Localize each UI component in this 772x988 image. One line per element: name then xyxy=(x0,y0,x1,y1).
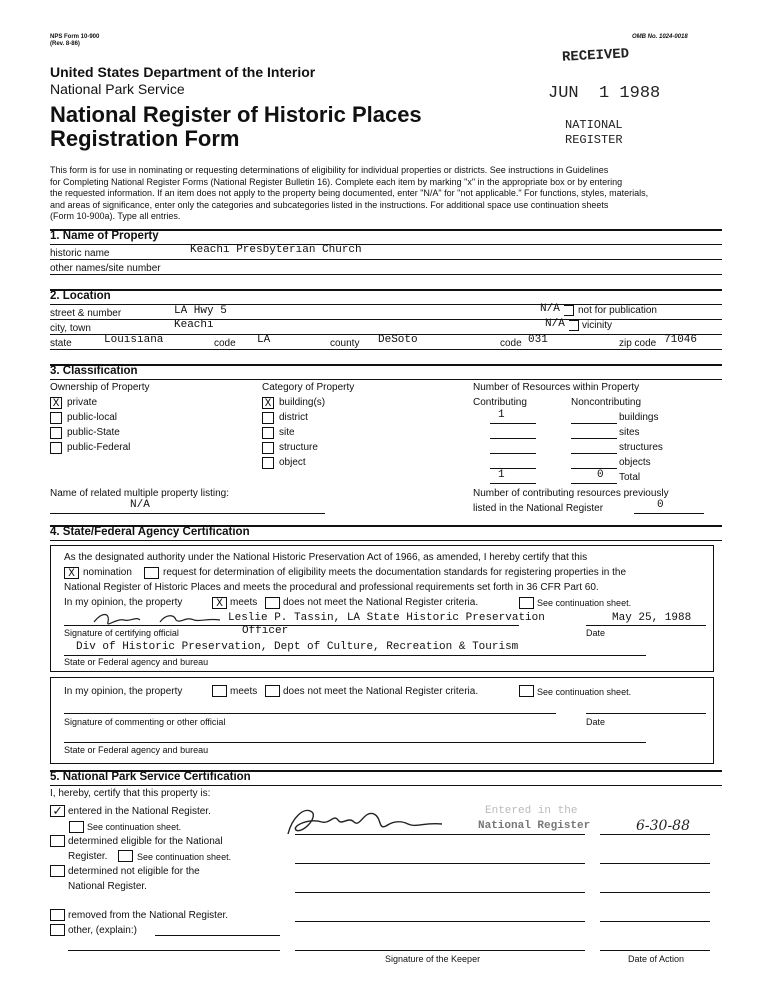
date-label: Date xyxy=(586,628,606,638)
ownership-title: Ownership of Property xyxy=(50,382,150,393)
agency-label-2: State or Federal agency and bureau xyxy=(64,745,209,755)
certification-text-1: As the designated authority under the National Historic Preservation Act of 1966, as amended, I hereby certify that this xyxy=(64,552,588,563)
category-title: Category of Property xyxy=(262,382,355,393)
divider xyxy=(490,453,536,454)
agency-value[interactable]: Div of Historic Preservation, Dept of Culture, Recreation & Tourism xyxy=(76,641,519,653)
determined-eligible-label-1: determined eligible for the National xyxy=(68,836,223,847)
faint-stamp-line-1: Entered in the xyxy=(485,805,578,817)
determined-eligible-label-2: Register. xyxy=(68,851,108,862)
code-label: code xyxy=(214,338,236,349)
previously-listed-label-2: listed in the National Register xyxy=(473,503,604,514)
divider xyxy=(50,274,722,275)
stamp-register: REGISTER xyxy=(565,133,623,147)
ownership-public-federal-label: public-Federal xyxy=(67,442,131,453)
instructions-line: This form is for use in nominating or requesting determinations of eligibility for individual properties or districts. See instructions in Guidelines xyxy=(50,165,609,175)
not-for-publication-label: not for publication xyxy=(578,305,657,316)
objects-label: objects xyxy=(619,457,651,468)
continuation-sheet-label-2: See continuation sheet. xyxy=(537,687,632,697)
total-label: Total xyxy=(619,472,641,483)
opinion-text-2: In my opinion, the property xyxy=(64,686,183,697)
determined-not-eligible-label-1: determined not eligible for the xyxy=(68,866,200,877)
nomination-label: nomination xyxy=(83,567,132,578)
stamp-national: NATIONAL xyxy=(565,118,623,132)
keeper-signature-label: Signature of the Keeper xyxy=(385,954,481,964)
state-code-value[interactable]: LA xyxy=(257,334,271,346)
keeper-signature xyxy=(282,800,452,845)
meets-label: meets xyxy=(230,597,258,608)
divider xyxy=(50,289,722,291)
divider xyxy=(600,863,710,864)
divider xyxy=(295,834,585,835)
other-names-label: other names/site number xyxy=(50,263,161,274)
divider xyxy=(295,863,585,864)
category-building-label: building(s) xyxy=(279,397,326,408)
divider xyxy=(64,655,646,656)
previously-listed-label-1: Number of contributing resources previously xyxy=(473,488,669,499)
county-code-value[interactable]: 031 xyxy=(528,334,548,346)
determined-not-eligible-box[interactable] xyxy=(50,865,65,877)
continuation-sheet-box[interactable] xyxy=(519,597,534,609)
certifying-official-name[interactable]: Leslie P. Tassin, LA State Historic Preservation xyxy=(228,612,545,624)
sites-label: sites xyxy=(619,427,640,438)
divider xyxy=(490,438,536,439)
entered-continuation-box[interactable] xyxy=(69,821,84,833)
state-label: state xyxy=(50,338,72,349)
previously-listed-value[interactable]: 0 xyxy=(657,499,664,511)
noncontributing-header: Noncontributing xyxy=(571,397,642,408)
instructions-line: (Form 10-900a). Type all entries. xyxy=(50,211,181,221)
meets-box[interactable]: X xyxy=(212,597,227,609)
category-building-box[interactable]: X xyxy=(262,397,274,409)
certifying-official-title[interactable]: Officer xyxy=(242,625,289,637)
form-title-2: Registration Form xyxy=(50,126,240,151)
does-not-meet-label-2: does not meet the National Register criteria. xyxy=(283,686,479,697)
structures-label: structures xyxy=(619,442,663,453)
county-label: county xyxy=(330,338,360,349)
section-1-title: 1. Name of Property xyxy=(50,230,159,242)
divider xyxy=(571,423,617,424)
divider xyxy=(68,950,280,951)
eligible-continuation-label: See continuation sheet. xyxy=(137,852,232,862)
category-site-box[interactable] xyxy=(262,427,274,439)
section-2-title: 2. Location xyxy=(50,290,111,302)
category-object-label: object xyxy=(279,457,306,468)
divider xyxy=(490,423,536,424)
street-label: street & number xyxy=(50,308,122,319)
divider xyxy=(50,244,722,245)
category-object-box[interactable] xyxy=(262,457,274,469)
form-revision: (Rev. 8-86) xyxy=(50,41,80,47)
instructions xyxy=(50,165,648,223)
divider xyxy=(64,742,646,743)
section-5-title: 5. National Park Service Certification xyxy=(50,771,251,783)
divider xyxy=(155,935,280,936)
other-box[interactable] xyxy=(50,924,65,936)
instructions-line: for Completing National Register Forms (National Register Bulletin 16). Complete each item by marking "x" in the appropriate box or by entering xyxy=(50,176,623,187)
contributing-header: Contributing xyxy=(473,397,527,408)
received-date-stamp: JUN 1 1988 xyxy=(548,84,661,103)
divider xyxy=(50,379,722,380)
removed-box[interactable] xyxy=(50,909,65,921)
divider xyxy=(64,625,519,626)
removed-label: removed from the National Register. xyxy=(68,910,229,921)
historic-name-value[interactable]: Keachi Presbyterian Church xyxy=(190,244,362,256)
faint-stamp-line-2: National Register xyxy=(478,820,591,832)
divider xyxy=(634,513,704,514)
section-3-title: 3. Classification xyxy=(50,365,138,377)
divider xyxy=(571,483,617,484)
street-value[interactable]: LA Hwy 5 xyxy=(174,305,227,317)
determination-request-box[interactable] xyxy=(144,567,159,579)
determined-not-eligible-label-2: National Register. xyxy=(68,881,147,892)
divider xyxy=(571,453,617,454)
date-of-action-label: Date of Action xyxy=(628,954,685,964)
noncontributing-total[interactable]: 0 xyxy=(597,469,604,481)
date-label-2: Date xyxy=(586,717,606,727)
not-for-publication-na[interactable]: N/A xyxy=(540,303,560,315)
meets-box-2[interactable] xyxy=(212,685,227,697)
divider xyxy=(295,950,585,951)
divider xyxy=(50,319,722,320)
ownership-public-local-box[interactable] xyxy=(50,412,62,424)
does-not-meet-box-2[interactable] xyxy=(265,685,280,697)
related-listing-value[interactable]: N/A xyxy=(130,499,150,511)
instructions-line: and areas of significance, enter only the categories and subcategories listed in the instructions. For additional space use continuation sheets xyxy=(50,199,609,210)
county-code-label: code xyxy=(500,338,522,349)
category-structure-label: structure xyxy=(279,442,318,453)
keeper-certify-text: I, hereby, certify that this property is: xyxy=(50,788,211,799)
service-name: National Park Service xyxy=(50,81,185,97)
divider xyxy=(586,713,706,714)
opinion-text: In my opinion, the property xyxy=(64,597,183,608)
ownership-public-local-label: public-local xyxy=(67,412,118,423)
continuation-sheet-box-2[interactable] xyxy=(519,685,534,697)
divider xyxy=(600,834,710,835)
divider xyxy=(571,468,617,469)
contributing-buildings[interactable]: 1 xyxy=(498,409,505,421)
historic-name-label: historic name xyxy=(50,248,110,259)
omb-number: OMB No. 1024-0018 xyxy=(632,34,688,40)
divider xyxy=(600,950,710,951)
vicinity-label: vicinity xyxy=(582,320,613,331)
agency-label: State or Federal agency and bureau xyxy=(64,657,209,667)
entered-box[interactable]: ✓ xyxy=(50,805,65,817)
state-value[interactable]: Louisiana xyxy=(104,334,164,346)
section-4-title: 4. State/Federal Agency Certification xyxy=(50,526,250,538)
divider xyxy=(490,468,536,469)
divider xyxy=(50,259,722,260)
divider xyxy=(50,364,722,366)
divider xyxy=(50,349,722,350)
not-for-publication-box[interactable] xyxy=(564,305,574,316)
divider xyxy=(571,438,617,439)
divider xyxy=(295,892,585,893)
action-date[interactable]: 6-30-88 xyxy=(636,818,690,834)
vicinity-na[interactable]: N/A xyxy=(545,318,565,330)
category-district-box[interactable] xyxy=(262,412,274,424)
zip-value[interactable]: 71046 xyxy=(664,334,698,346)
ownership-public-federal-box[interactable] xyxy=(50,442,62,454)
signature-label: Signature of certifying official xyxy=(64,628,179,638)
certification-date[interactable]: May 25, 1988 xyxy=(612,612,692,624)
certification-text-3: National Register of Historic Places and meets the procedural and professional requirements set forth in 36 CFR Part 60. xyxy=(64,582,599,593)
certification-text-2: request for determination of eligibility meets the documentation standards for registering properties in the xyxy=(163,567,627,578)
does-not-meet-label: does not meet the National Register criteria. xyxy=(283,597,479,608)
divider xyxy=(50,785,722,786)
resources-title: Number of Resources within Property xyxy=(473,382,640,393)
received-stamp: RECEIVED xyxy=(561,46,630,66)
city-label: city, town xyxy=(50,323,91,334)
entered-label: entered in the National Register. xyxy=(68,806,211,817)
divider xyxy=(600,921,710,922)
divider xyxy=(600,892,710,893)
eligible-continuation-box[interactable] xyxy=(118,850,133,862)
other-label: other, (explain:) xyxy=(68,925,137,936)
category-structure-box[interactable] xyxy=(262,442,274,454)
category-district-label: district xyxy=(279,412,308,423)
entered-continuation-label: See continuation sheet. xyxy=(87,822,182,832)
does-not-meet-box[interactable] xyxy=(265,597,280,609)
buildings-label: buildings xyxy=(619,412,659,423)
determined-eligible-box[interactable] xyxy=(50,835,65,847)
city-value[interactable]: Keachi xyxy=(174,319,214,331)
meets-label-2: meets xyxy=(230,686,258,697)
contributing-total[interactable]: 1 xyxy=(498,469,505,481)
certifying-signature xyxy=(90,608,230,630)
related-listing-label: Name of related multiple property listing: xyxy=(50,488,229,499)
ownership-private-label: private xyxy=(67,397,98,408)
divider xyxy=(295,921,585,922)
department-name: United States Department of the Interior xyxy=(50,64,316,80)
divider xyxy=(50,513,325,514)
county-value[interactable]: DeSoto xyxy=(378,334,418,346)
ownership-public-state-box[interactable] xyxy=(50,427,62,439)
divider xyxy=(64,713,556,714)
ownership-private-box[interactable]: X xyxy=(50,397,62,409)
commenting-signature-label: Signature of commenting or other official xyxy=(64,717,226,727)
divider xyxy=(50,540,722,541)
zip-label: zip code xyxy=(619,338,657,349)
instructions-line: the requested information. If an item does not apply to the property being documented, enter "N/A" for "not applicable." For functions, styles, materials, xyxy=(50,188,649,198)
ownership-public-state-label: public-State xyxy=(67,427,120,438)
divider xyxy=(490,483,536,484)
nomination-box[interactable]: X xyxy=(64,567,79,579)
continuation-sheet-label: See continuation sheet. xyxy=(537,598,632,608)
form-number: NPS Form 10-900 xyxy=(50,34,100,40)
category-site-label: site xyxy=(279,427,295,438)
form-title-1: National Register of Historic Places xyxy=(50,102,422,127)
vicinity-box[interactable] xyxy=(569,320,579,331)
divider xyxy=(586,625,706,626)
